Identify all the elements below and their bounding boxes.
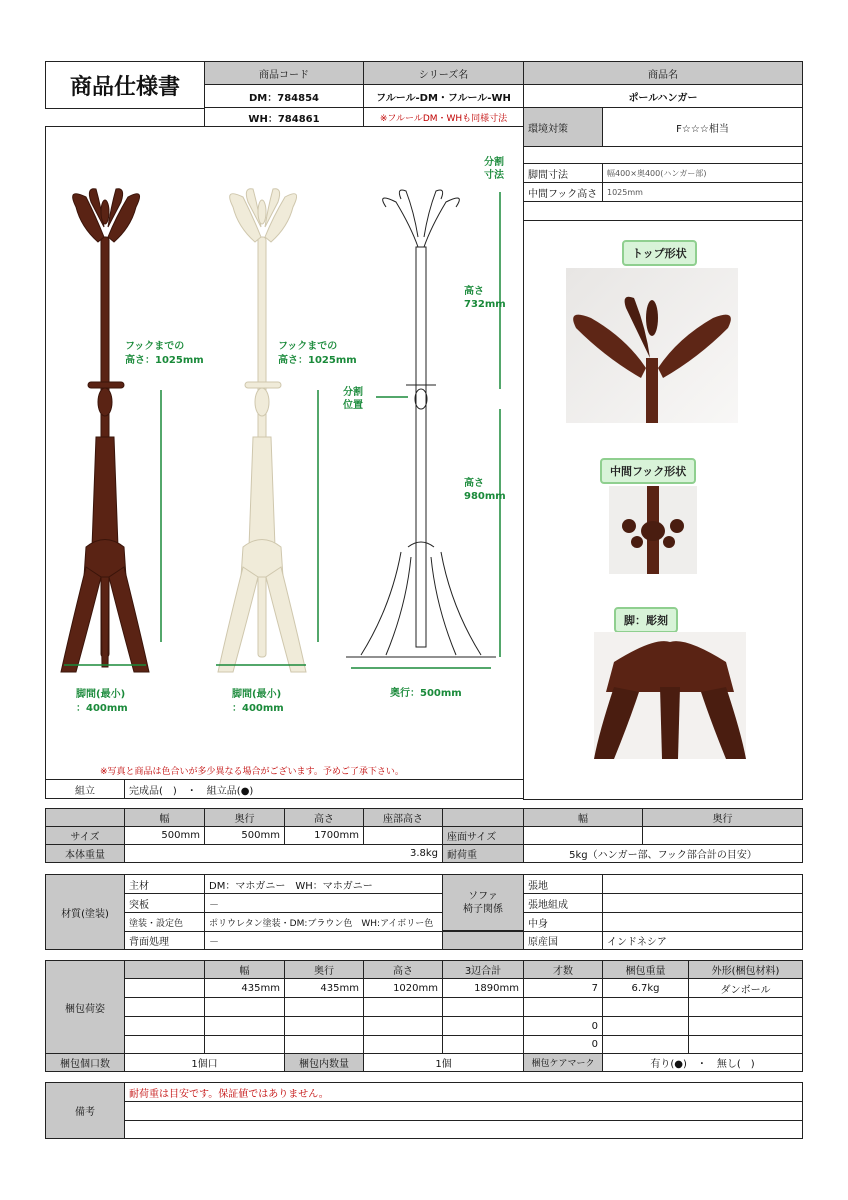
package-header-cell: 才数 bbox=[523, 960, 603, 979]
dm-hook-height-label: フックまでの 高さ：1025mm bbox=[125, 341, 204, 366]
package-cell: 0 bbox=[523, 1035, 603, 1054]
material-value-main: DM：マホガニー WH：マホガニー bbox=[204, 874, 443, 894]
package-cell bbox=[523, 997, 603, 1017]
package-header-cell: 高さ bbox=[363, 960, 443, 979]
leg-carving-photo bbox=[594, 632, 746, 759]
assembly-label: 組立 bbox=[45, 779, 125, 799]
hook-label: 中間フック高さ bbox=[523, 182, 603, 202]
package-cell bbox=[602, 1016, 689, 1036]
code-dm: DM：784854 bbox=[204, 84, 364, 108]
material-label-main: 主材 bbox=[124, 874, 205, 894]
package-cell bbox=[442, 1035, 524, 1054]
package-count-value: 1個口 bbox=[124, 1053, 285, 1072]
weight-label: 本体重量 bbox=[45, 844, 125, 863]
size-depth-value: 500mm bbox=[204, 826, 285, 845]
size-height-value: 1700mm bbox=[284, 826, 364, 845]
seat-header-width: 幅 bbox=[523, 808, 643, 827]
wh-hook-height-label: フックまでの 高さ：1025mm bbox=[278, 341, 357, 366]
size-header-depth: 奥行 bbox=[204, 808, 285, 827]
size-seat-height-value bbox=[363, 826, 443, 845]
foot-label: 脚間寸法 bbox=[523, 163, 603, 183]
package-header-cell: 梱包重量 bbox=[602, 960, 689, 979]
photo-color-note: ※写真と商品は色合いが多少異なる場合がございます。予めご了承下さい。 bbox=[100, 767, 404, 777]
name-value: ポールハンガー bbox=[523, 84, 803, 108]
remarks-line-1: 耐荷重は目安です。保証値ではありません。 bbox=[124, 1082, 803, 1102]
middle-hook-photo bbox=[609, 486, 697, 574]
package-row-blank bbox=[124, 1035, 205, 1054]
package-cell bbox=[284, 1035, 364, 1054]
package-header-cell: 奥行 bbox=[284, 960, 364, 979]
remarks-label: 備考 bbox=[45, 1082, 125, 1139]
hook-value: 1025mm bbox=[602, 182, 803, 202]
package-cell bbox=[363, 1016, 443, 1036]
sofa-blank bbox=[442, 931, 524, 950]
package-header-cell: 幅 bbox=[204, 960, 285, 979]
package-cell bbox=[363, 997, 443, 1017]
top-shape-label: トップ形状 bbox=[622, 240, 697, 266]
package-cell: 435mm bbox=[284, 978, 364, 998]
seat-width-value bbox=[523, 826, 643, 845]
sofa-section-label: ソファ 椅子関係 bbox=[442, 874, 524, 931]
split-dimension-label: 分割 寸法 bbox=[484, 157, 504, 181]
blank-row-2 bbox=[523, 201, 803, 221]
page-title: 商品仕様書 bbox=[45, 61, 205, 109]
material-label-finish: 塗装・設定色 bbox=[124, 912, 205, 932]
material-value-back: － bbox=[204, 931, 443, 950]
code-wh: WH：784861 bbox=[204, 107, 364, 127]
material-label-back: 背面処理 bbox=[124, 931, 205, 950]
sofa-label-fabric: 張地 bbox=[523, 874, 603, 894]
package-cell: 1890mm bbox=[442, 978, 524, 998]
line-hanger-drawing bbox=[346, 190, 496, 657]
height-bottom-label: 高さ 980mm bbox=[464, 478, 506, 502]
package-cell: 7 bbox=[523, 978, 603, 998]
package-cell bbox=[284, 997, 364, 1017]
package-header-cell: 外形(梱包材料) bbox=[688, 960, 803, 979]
package-cell bbox=[688, 1035, 803, 1054]
material-value-veneer: － bbox=[204, 893, 443, 913]
size-header-blank bbox=[442, 808, 524, 827]
series-value: フルール-DM・フルール-WH bbox=[363, 84, 524, 108]
dm-leg-span-label: 脚間(最小) ：400mm bbox=[76, 689, 128, 714]
package-cell bbox=[442, 997, 524, 1017]
split-position-label: 分割 位置 bbox=[343, 387, 363, 411]
weight-value: 3.8kg bbox=[124, 844, 443, 863]
package-row-blank bbox=[124, 1016, 205, 1036]
package-cell bbox=[602, 997, 689, 1017]
package-row-blank bbox=[124, 997, 205, 1017]
package-inner-label: 梱包内数量 bbox=[284, 1053, 364, 1072]
package-cell bbox=[688, 997, 803, 1017]
package-cell bbox=[688, 1016, 803, 1036]
sofa-value-filling bbox=[602, 912, 803, 932]
package-header-blank bbox=[124, 960, 205, 979]
env-label: 環境対策 bbox=[523, 107, 603, 147]
wh-leg-span-label: 脚間(最小) ：400mm bbox=[232, 689, 284, 714]
package-inner-value: 1個 bbox=[363, 1053, 524, 1072]
size-header-height: 高さ bbox=[284, 808, 364, 827]
package-cell bbox=[442, 1016, 524, 1036]
sofa-value-fabric bbox=[602, 874, 803, 894]
package-cell bbox=[204, 997, 285, 1017]
height-top-label: 高さ 732mm bbox=[464, 286, 506, 310]
material-side-label: 材質(塗装) bbox=[45, 874, 125, 950]
seat-header-depth: 奥行 bbox=[642, 808, 803, 827]
package-cell: 1020mm bbox=[363, 978, 443, 998]
middle-hook-label: 中間フック形状 bbox=[600, 458, 696, 484]
series-label: シリーズ名 bbox=[363, 61, 524, 85]
package-cell bbox=[204, 1016, 285, 1036]
foot-value: 幅400×奥400(ハンガー部) bbox=[602, 163, 803, 183]
package-cell bbox=[284, 1016, 364, 1036]
sofa-label-composition: 張地組成 bbox=[523, 893, 603, 913]
load-value: 5kg（ハンガー部、フック部合計の目安） bbox=[523, 844, 803, 863]
material-value-finish: ポリウレタン塗装・DM:ブラウン色 WH:アイボリー色 bbox=[204, 912, 443, 932]
package-cell bbox=[204, 1035, 285, 1054]
code-label: 商品コード bbox=[204, 61, 364, 85]
package-side-label: 梱包荷姿 bbox=[45, 960, 125, 1054]
package-row-blank bbox=[124, 978, 205, 998]
depth-label: 奥行：500mm bbox=[390, 688, 462, 699]
origin-value: インドネシア bbox=[602, 931, 803, 950]
env-value: F☆☆☆相当 bbox=[602, 107, 803, 147]
material-label-veneer: 突板 bbox=[124, 893, 205, 913]
package-header-cell: 3辺合計 bbox=[442, 960, 524, 979]
load-label: 耐荷重 bbox=[442, 844, 524, 863]
size-header-width: 幅 bbox=[124, 808, 205, 827]
care-mark-label: 梱包ケアマーク bbox=[523, 1053, 603, 1072]
dm-hanger-illustration bbox=[61, 189, 149, 672]
name-label: 商品名 bbox=[523, 61, 803, 85]
seat-size-label: 座面サイズ bbox=[442, 826, 524, 845]
top-shape-photo bbox=[566, 268, 738, 423]
package-cell: 6.7kg bbox=[602, 978, 689, 998]
origin-label: 原産国 bbox=[523, 931, 603, 950]
series-note: ※フルールDM・WHも同様寸法 bbox=[363, 107, 524, 127]
package-cell: ダンボール bbox=[688, 978, 803, 998]
sofa-value-composition bbox=[602, 893, 803, 913]
care-mark-value: 有り(●) ・ 無し( ) bbox=[602, 1053, 803, 1072]
package-cell bbox=[363, 1035, 443, 1054]
size-header-seat-height: 座部高さ bbox=[363, 808, 443, 827]
size-corner bbox=[45, 808, 125, 827]
seat-depth-value bbox=[642, 826, 803, 845]
package-cell: 435mm bbox=[204, 978, 285, 998]
package-cell: 0 bbox=[523, 1016, 603, 1036]
sofa-label-filling: 中身 bbox=[523, 912, 603, 932]
pole-hanger-diagram bbox=[46, 127, 523, 779]
package-count-label: 梱包個口数 bbox=[45, 1053, 125, 1072]
remarks-line-2 bbox=[124, 1101, 803, 1121]
size-row-label: サイズ bbox=[45, 826, 125, 845]
leg-carving-label: 脚：彫刻 bbox=[614, 607, 678, 633]
assembly-value: 完成品( ) ・ 組立品(●) bbox=[124, 779, 524, 799]
remarks-line-3 bbox=[124, 1120, 803, 1139]
blank-row bbox=[523, 146, 803, 164]
package-cell bbox=[602, 1035, 689, 1054]
wh-hanger-illustration bbox=[218, 189, 306, 672]
size-width-value: 500mm bbox=[124, 826, 205, 845]
